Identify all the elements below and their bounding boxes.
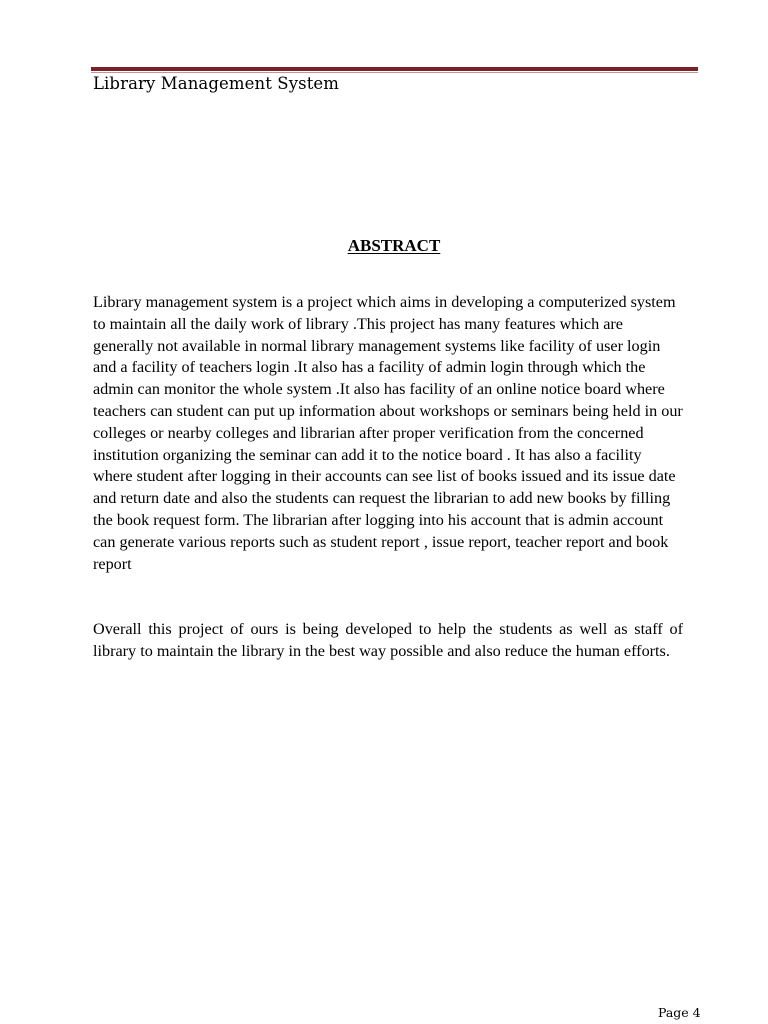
abstract-paragraph-2: Overall this project of ours is being developed to help the students as well as staff of library to maintain the library in the best way possible and also reduce the human efforts. <box>93 620 683 660</box>
abstract-paragraph-1: Library management system is a project which aims in developing a computerized system to maintain all the daily work of library .This project has many features which are generally not available in normal library management systems like facility of user login and a facility of teachers login .It also has a facility of admin login through which the admin can monitor the whole system .It also has facility of an online notice board where teachers can student can put up information about workshops or seminars being held in our colleges or nearby colleges and librarian after proper verification from the concerned institution organizing the seminar can add it to the notice board . It has also a facility where student after logging in their accounts can see list of books issued and its issue date and return date and also the students can request the librarian to add new books by filling the book request form. The librarian after logging into his account that is admin account can generate various reports such as student report , issue report, teacher report and book report <box>93 293 683 573</box>
running-header: Library Management System <box>93 74 340 93</box>
page-number: Page 4 <box>658 1005 701 1020</box>
header-rule <box>91 67 698 71</box>
section-heading: ABSTRACT <box>347 236 441 255</box>
header-rule-shadow <box>91 72 698 73</box>
